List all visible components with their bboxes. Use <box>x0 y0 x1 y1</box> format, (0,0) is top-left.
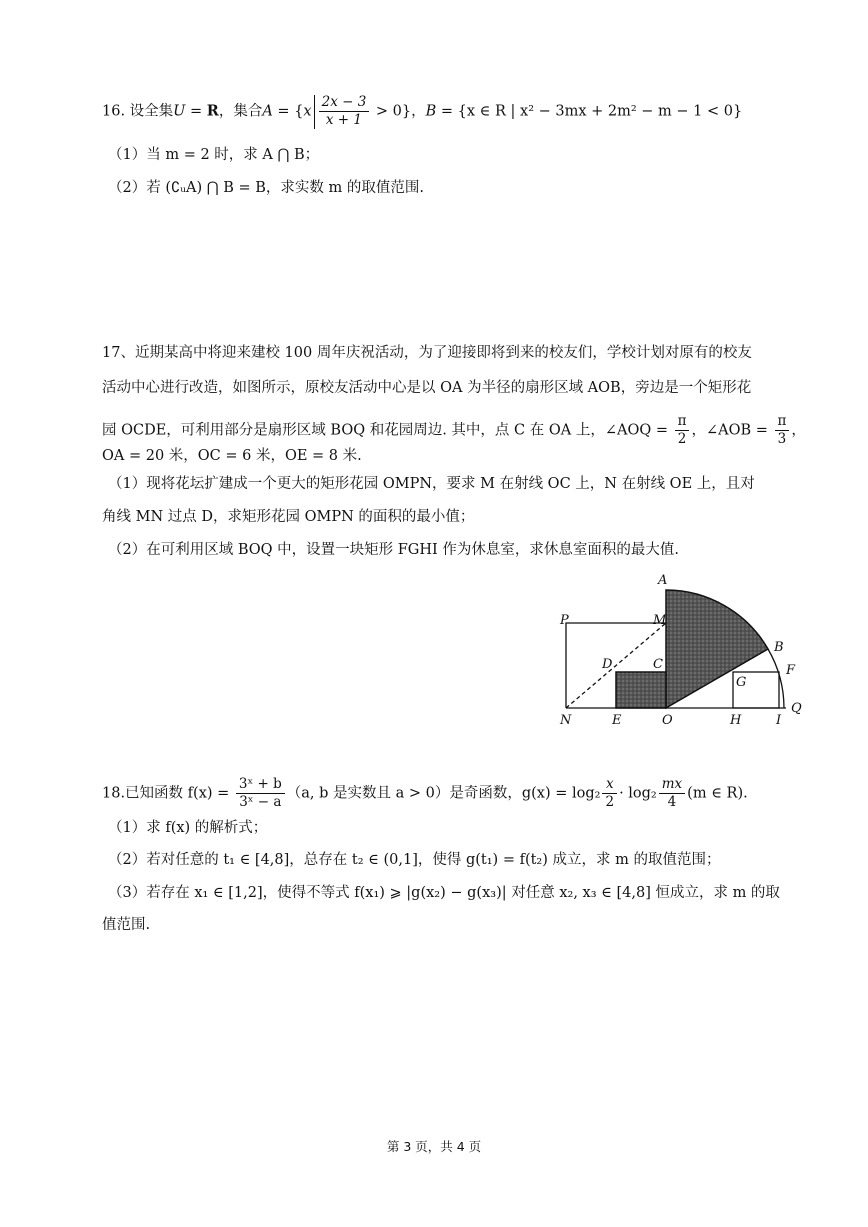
label-o: O <box>662 713 673 728</box>
label-d: D <box>602 657 613 672</box>
label-a: A <box>658 573 668 588</box>
label-q: Q <box>791 701 802 716</box>
arc-bq <box>768 649 784 708</box>
q16-line3: （2）若 (∁ᵤA) ⋂ B = B，求实数 m 的取值范围. <box>108 180 424 196</box>
label-c: C <box>653 657 663 672</box>
q18-line2: （1）求 f(x) 的解析式； <box>108 820 268 836</box>
q16-line2: （1）当 m = 2 时，求 A ⋂ B； <box>108 147 320 163</box>
q17-line7: （2）在可利用区域 BOQ 中，设置一块矩形 FGHI 作为休息室，求休息室面积的最大值. <box>108 542 679 558</box>
q17-line6: 角线 MN 过点 D，求矩形花园 OMPN 的面积的最小值； <box>102 509 475 525</box>
q16-fraction: $\frac{2x - 3}{x + 1}$ <box>319 94 370 129</box>
label-f: F <box>786 663 796 678</box>
q18-line3: （2）若对任意的 t₁ ∈ [4,8]，总存在 t₂ ∈ (0,1]，使得 g(t₁) = f(t₂) 成立，求 m 的取值范围； <box>108 852 721 868</box>
label-m: M <box>653 613 667 628</box>
page-footer: 第 3 页，共 4 页 <box>386 1139 482 1154</box>
f-fraction: $\frac{\text{3ˣ + b}}{\text{3ˣ − a}}$ <box>236 776 285 811</box>
garden-ocde <box>616 672 666 708</box>
angle-aob-fraction: $\frac{\pi}{3}$ <box>775 413 790 448</box>
angle-aoq-fraction: $\frac{\pi}{2}$ <box>675 413 690 448</box>
log-x-fraction: $\frac{x}{2}$ <box>602 776 617 811</box>
label-e: E <box>612 713 622 728</box>
label-b: B <box>774 640 784 655</box>
q18-line4: （3）若存在 x₁ ∈ [1,2]，使得不等式 f(x₁) ⩾ |g(x₂) − g(x₃)| 对任意 x₂, x₃ ∈ [4,8] 恒成立，求 m 的取 <box>108 885 780 901</box>
q17-line1: 17、近期某高中将迎来建校 100 周年庆祝活动，为了迎接即将到来的校友们，学校计划对原有的校友 <box>102 345 752 361</box>
q17-line3: 园 OCDE，可利用部分是扇形区域 BOQ 和花园周边. 其中，点 C 在 OA 上，∠AOQ = $\frac{\pi}{2}$ ，∠AOB = $\frac{\pi}{3}$ ， <box>102 413 806 447</box>
sector-garden-figure <box>550 572 810 732</box>
q18-line1: 18.已知函数 f(x) = $\frac{\text{3ˣ + b}}{\text{3ˣ − a}}$ （a, b 是实数且 a > 0）是奇函数，g(x) = log₂ $\frac{x}{2}$ · log₂ $\frac{mx}{4}$ (m ∈ R). <box>102 776 748 810</box>
label-n: N <box>560 713 572 728</box>
q18-line5: 值范围. <box>102 917 151 933</box>
q17-line4: OA = 20 米，OC = 6 米，OE = 8 米. <box>102 448 362 464</box>
sector-aob <box>666 590 768 708</box>
label-p: P <box>560 613 569 628</box>
label-g: G <box>736 675 747 690</box>
label-h: H <box>730 713 742 728</box>
log-mx-fraction: $\frac{mx}{4}$ <box>659 776 685 811</box>
q17-line5: （1）现将花坛扩建成一个更大的矩形花园 OMPN，要求 M 在射线 OC 上，N 在射线 OE 上，且对 <box>108 476 755 492</box>
q17-line2: 活动中心进行改造，如图所示，原校友活动中心是以 OA 为半径的扇形区域 AOB，旁边是一个矩形花 <box>102 380 752 396</box>
label-i: I <box>776 713 782 728</box>
q16-line1: 16. 设全集U = R，集合A = {x $\frac{2x - 3}{x + 1}$ > 0}，B = {x ∈ R | x² − 3mx + 2m² − m − 1 < 0} <box>102 94 743 128</box>
